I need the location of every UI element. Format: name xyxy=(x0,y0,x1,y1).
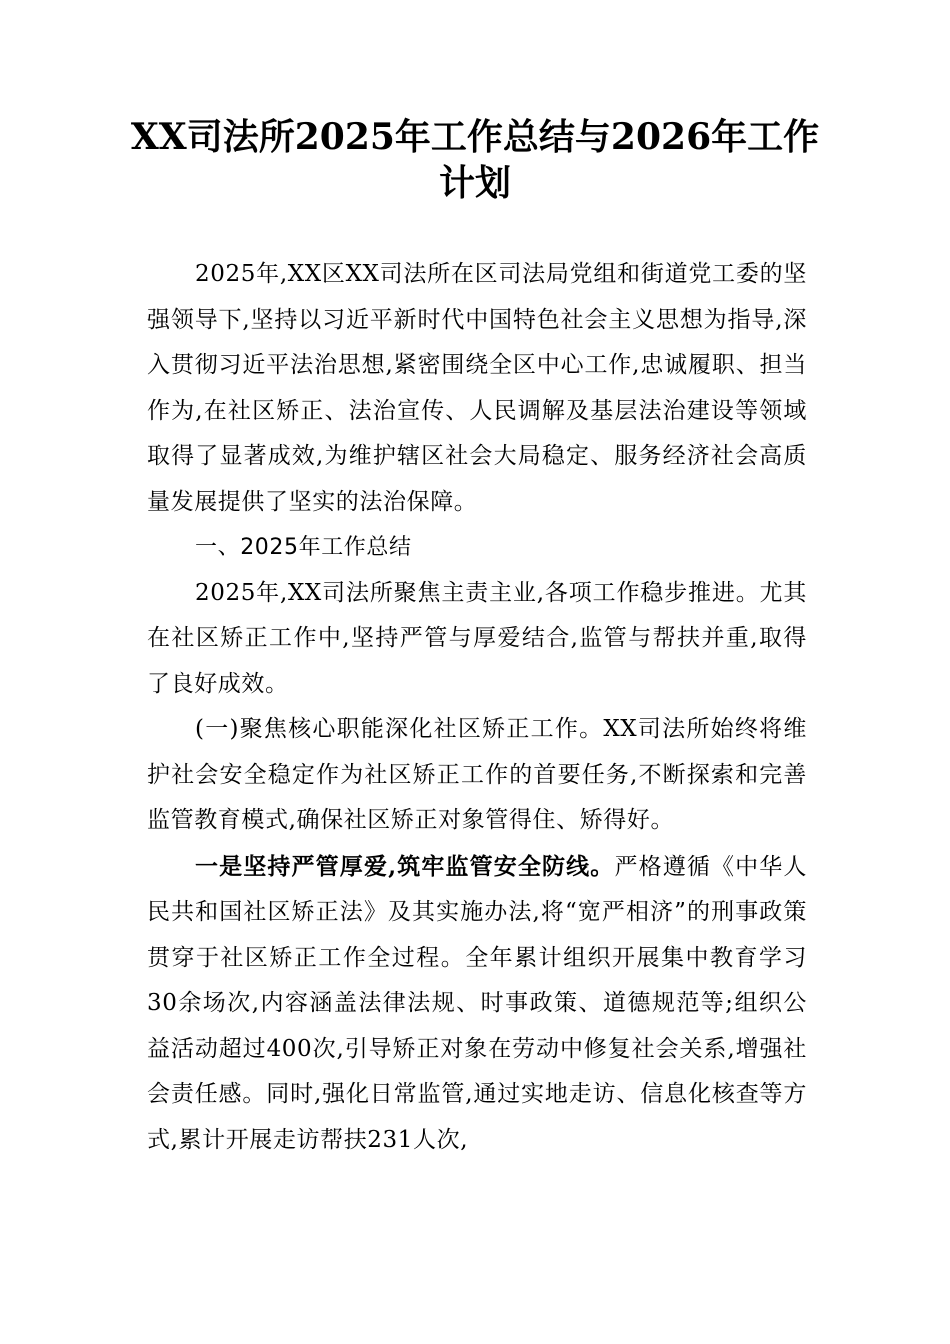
section-intro-paragraph: 2025年,XX司法所聚焦主责主业,各项工作稳步推进。尤其在社区矫正工作中,坚持严管与厚爱结合,监管与帮扶并重,取得了良好成效。 xyxy=(147,579,807,697)
point-lead: 一是坚持严管厚爱,筑牢监管安全防线。 xyxy=(195,852,615,880)
document-title: XX司法所2025年工作总结与2026年工作计划 xyxy=(130,116,820,204)
intro-paragraph: 2025年,XX区XX司法所在区司法局党组和街道党工委的坚强领导下,坚持以习近平新时代中国特色社会主义思想为指导,深入贯彻习近平法治思想,紧密围绕全区中心工作,忠诚履职、担当作为,在社区矫正、法治宣传、人民调解及基层法治建设等领域取得了显著成效,为维护辖区社会大局稳定、服务经济社会高质量发展提供了坚实的法治保障。 xyxy=(147,261,807,515)
document-body xyxy=(147,252,807,1163)
point-body: 严格遵循《中华人民共和国社区矫正法》及其实施办法,将“宽严相济”的刑事政策贯穿于社区矫正工作全过程。全年累计组织开展集中教育学习30余场次,内容涵盖法律法规、时事政策、道德规范等;组织公益活动超过400次,引导矫正对象在劳动中修复社会关系,增强社会责任感。同时,强化日常监管,通过实地走访、信息化核查等方式,累计开展走访帮扶231人次, xyxy=(147,853,807,1153)
point-paragraph xyxy=(147,844,807,1164)
section-heading: 一、2025年工作总结 xyxy=(195,535,412,560)
subsection-paragraph: (一)聚焦核心职能深化社区矫正工作。XX司法所始终将维护社会安全稳定作为社区矫正工作的首要任务,不断探索和完善监管教育模式,确保社区矫正对象管得住、矫得好。 xyxy=(147,716,807,833)
